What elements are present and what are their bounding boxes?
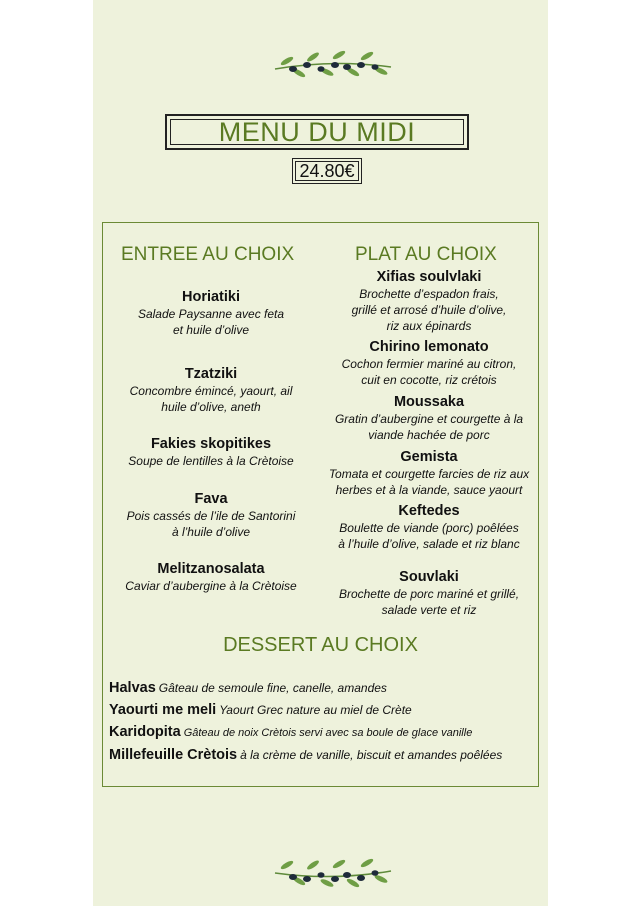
dessert-list [109, 677, 539, 766]
dessert-name: Yaourti me meli [109, 702, 217, 718]
dessert-name: Karidopita [109, 724, 181, 740]
dessert-name: Millefeuille Crètois [109, 747, 238, 763]
dessert-section-title: DESSERT AU CHOIX [223, 634, 418, 656]
menu-page [93, 0, 548, 906]
dish-name: Gemista [400, 449, 458, 465]
dish-desc: Pois cassés de l’ile de Santorini [126, 509, 296, 523]
dish-desc: viande hachée de porc [368, 428, 490, 442]
dish-desc: Salade Paysanne avec feta [137, 307, 285, 321]
dish-desc: Boulette de viande (porc) poêlées [339, 521, 519, 535]
dish-desc: Brochette de porc mariné et grillé, [338, 587, 520, 601]
page-title: MENU DU MIDI [218, 116, 416, 147]
dish-desc: Concombre émincé, yaourt, ail [129, 384, 293, 398]
dish-desc: Tomata et courgette farcies de riz aux [328, 467, 530, 481]
dessert-item [109, 677, 539, 699]
dish-desc: grillé et arrosé d’huile d’olive, [351, 303, 507, 317]
dessert-item [109, 721, 539, 744]
dish-name: Fakies skopitikes [150, 436, 272, 452]
dish-desc: riz aux épinards [386, 319, 472, 333]
plat-item [315, 448, 543, 498]
plat-item [315, 338, 543, 388]
entree-item [111, 435, 311, 469]
dish-name: Keftedes [398, 503, 460, 519]
plat-item [315, 502, 543, 552]
dessert-name: Halvas [109, 680, 156, 696]
olive-branch-icon [273, 855, 393, 895]
entree-section-title: ENTREE AU CHOIX [121, 244, 295, 265]
entree-item [111, 288, 311, 338]
dish-name: Souvlaki [399, 569, 459, 585]
entree-item [111, 560, 311, 594]
plat-section-title: PLAT AU CHOIX [355, 244, 497, 265]
dessert-item [109, 699, 539, 721]
dessert-item [109, 744, 539, 766]
dish-name: Xifias soulvlaki [376, 269, 482, 285]
menu-price: 24.80€ [299, 160, 355, 181]
dessert-desc: Gâteau de semoule fine, canelle, amandes [158, 681, 387, 695]
plat-item [315, 268, 543, 334]
entree-item [111, 490, 311, 540]
title-box [165, 114, 469, 150]
dish-name: Chirino lemonato [369, 339, 489, 355]
plat-item [315, 393, 543, 443]
dish-desc: et huile d’olive [172, 323, 250, 337]
dish-name: Tzatziki [184, 366, 238, 382]
dish-desc: Caviar d’aubergine à la Crètoise [125, 579, 297, 593]
entree-item [111, 365, 311, 415]
dish-desc: à l’huile d’olive [171, 525, 251, 539]
dish-name: Moussaka [393, 394, 465, 410]
dessert-desc: à la crème de vanille, biscuit et amandes poêlées [240, 748, 503, 762]
dish-desc: à l’huile d’olive, salade et riz blanc [338, 537, 520, 551]
dish-desc: herbes et à la viande, sauce yaourt [335, 483, 523, 497]
plat-item [315, 568, 543, 618]
dish-name: Horiatiki [181, 289, 240, 305]
dish-desc: Cochon fermier mariné au citron, [341, 357, 517, 371]
dish-desc: Brochette d’espadon frais, [359, 287, 499, 301]
dish-desc: Soupe de lentilles à la Crètoise [128, 454, 294, 468]
olive-branch-icon [273, 45, 393, 85]
dish-desc: cuit en cocotte, riz crétois [361, 373, 497, 387]
dish-name: Melitzanosalata [157, 561, 265, 577]
dish-name: Fava [194, 491, 228, 507]
dish-desc: Gratin d’aubergine et courgette à la [334, 412, 524, 426]
dish-desc: salade verte et riz [381, 603, 477, 617]
dessert-desc: Yaourt Grec nature au miel de Crète [219, 703, 412, 717]
dessert-desc: Gâteau de noix Crètois servi avec sa boule de glace vanille [183, 727, 473, 739]
dish-desc: huile d’olive, aneth [161, 400, 261, 414]
price-box [292, 158, 362, 184]
